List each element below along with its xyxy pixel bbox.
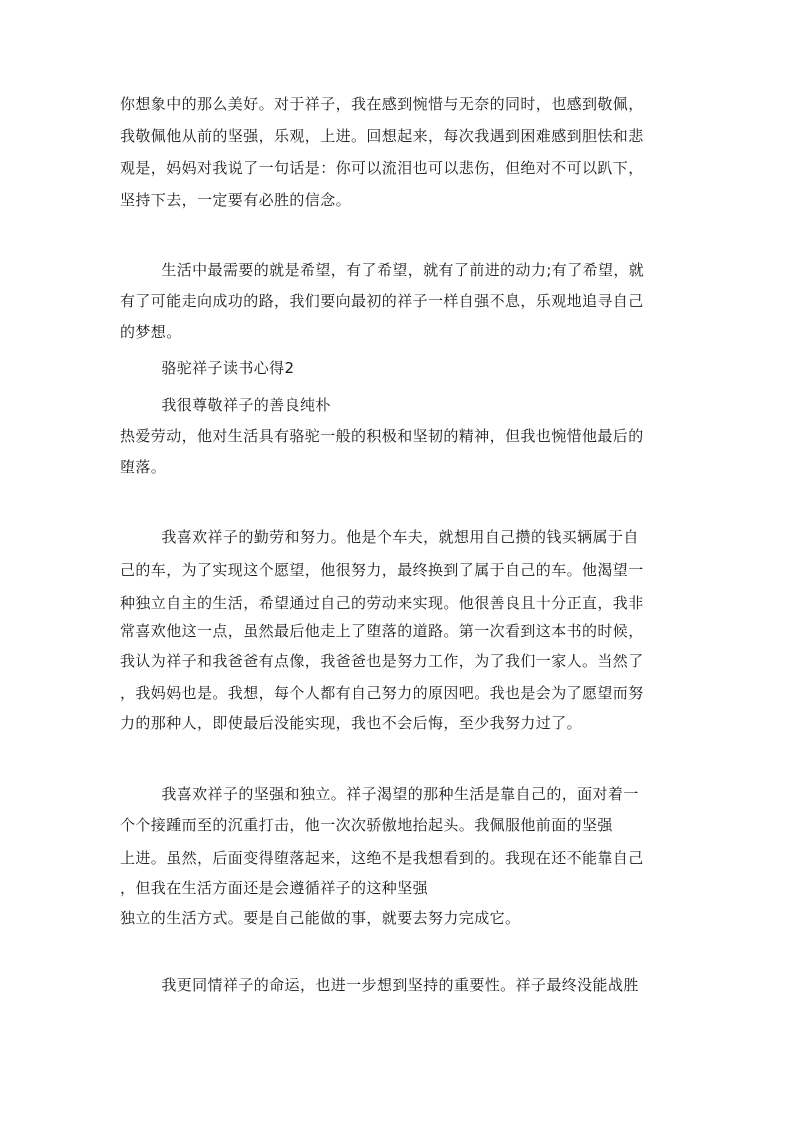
text-line: 上进。虽然，后面变得堕落起来，这绝不是我想看到的。我现在还不能靠自己 [120,849,644,867]
text-line: 己的车，为了实现这个愿望，他很努力，最终换到了属于自己的车。他渴望一 [120,561,644,579]
text-line: 我喜欢祥子的坚强和独立。祥子渴望的那种生活是靠自己的，面对着一 [120,785,639,803]
text-line: 种独立自主的生活，希望通过自己的劳动来实现。他很善良且十分正直，我非 [120,594,644,612]
text-line: 生活中最需要的就是希望，有了希望，就有了前进的动力;有了希望，就 [120,261,645,279]
text-line: 我更同情祥子的命运，也进一步想到坚持的重要性。祥子最终没能战胜 [120,976,639,994]
text-line: 热爱劳动，他对生活具有骆驼一般的积极和坚韧的精神，但我也惋惜他最后的 [120,427,644,445]
text-line: 观是，妈妈对我说了一句话是：你可以流泪也可以悲伤，但绝对不可以趴下， [120,159,644,177]
text-line: 的梦想。 [120,323,182,341]
text-line: 我喜欢祥子的勤劳和努力。他是个车夫，就想用自己攒的钱买辆属于自 [120,528,639,546]
text-line: 我很尊敬祥子的善良纯朴 [120,396,331,414]
text-line: 我敬佩他从前的坚强，乐观，上进。回想起来，每次我遇到困难感到胆怯和悲 [120,127,644,145]
text-line: ，我妈妈也是。我想，每个人都有自己努力的原因吧。我也是会为了愿望而努 [120,684,644,702]
text-line: 我认为祥子和我爸爸有点像，我爸爸也是努力工作，为了我们一家人。当然了 [120,652,644,670]
section-heading: 骆驼祥子读书心得2 [120,359,295,377]
text-line: 有了可能走向成功的路，我们要向最初的祥子一样自强不息，乐观地追寻自己 [120,292,644,310]
text-line: 独立的生活方式。要是自己能做的事，就要去努力完成它。 [120,909,521,927]
text-line: 堕落。 [120,458,167,476]
text-line: ，但我在生活方面还是会遵循祥子的这种坚强 [120,879,429,897]
text-line: 你想象中的那么美好。对于祥子，我在感到惋惜与无奈的同时，也感到敬佩， [120,95,644,113]
text-line: 常喜欢他这一点，虽然最后他走上了堕落的道路。第一次看到这本书的时候， [120,622,644,640]
text-line: 个个接踵而至的沉重打击，他一次次骄傲地抬起头。我佩服他前面的坚强 [120,816,613,834]
text-line: 力的那种人，即使最后没能实现，我也不会后悔，至少我努力过了。 [120,714,583,732]
text-line: 坚持下去，一定要有必胜的信念。 [120,191,352,209]
